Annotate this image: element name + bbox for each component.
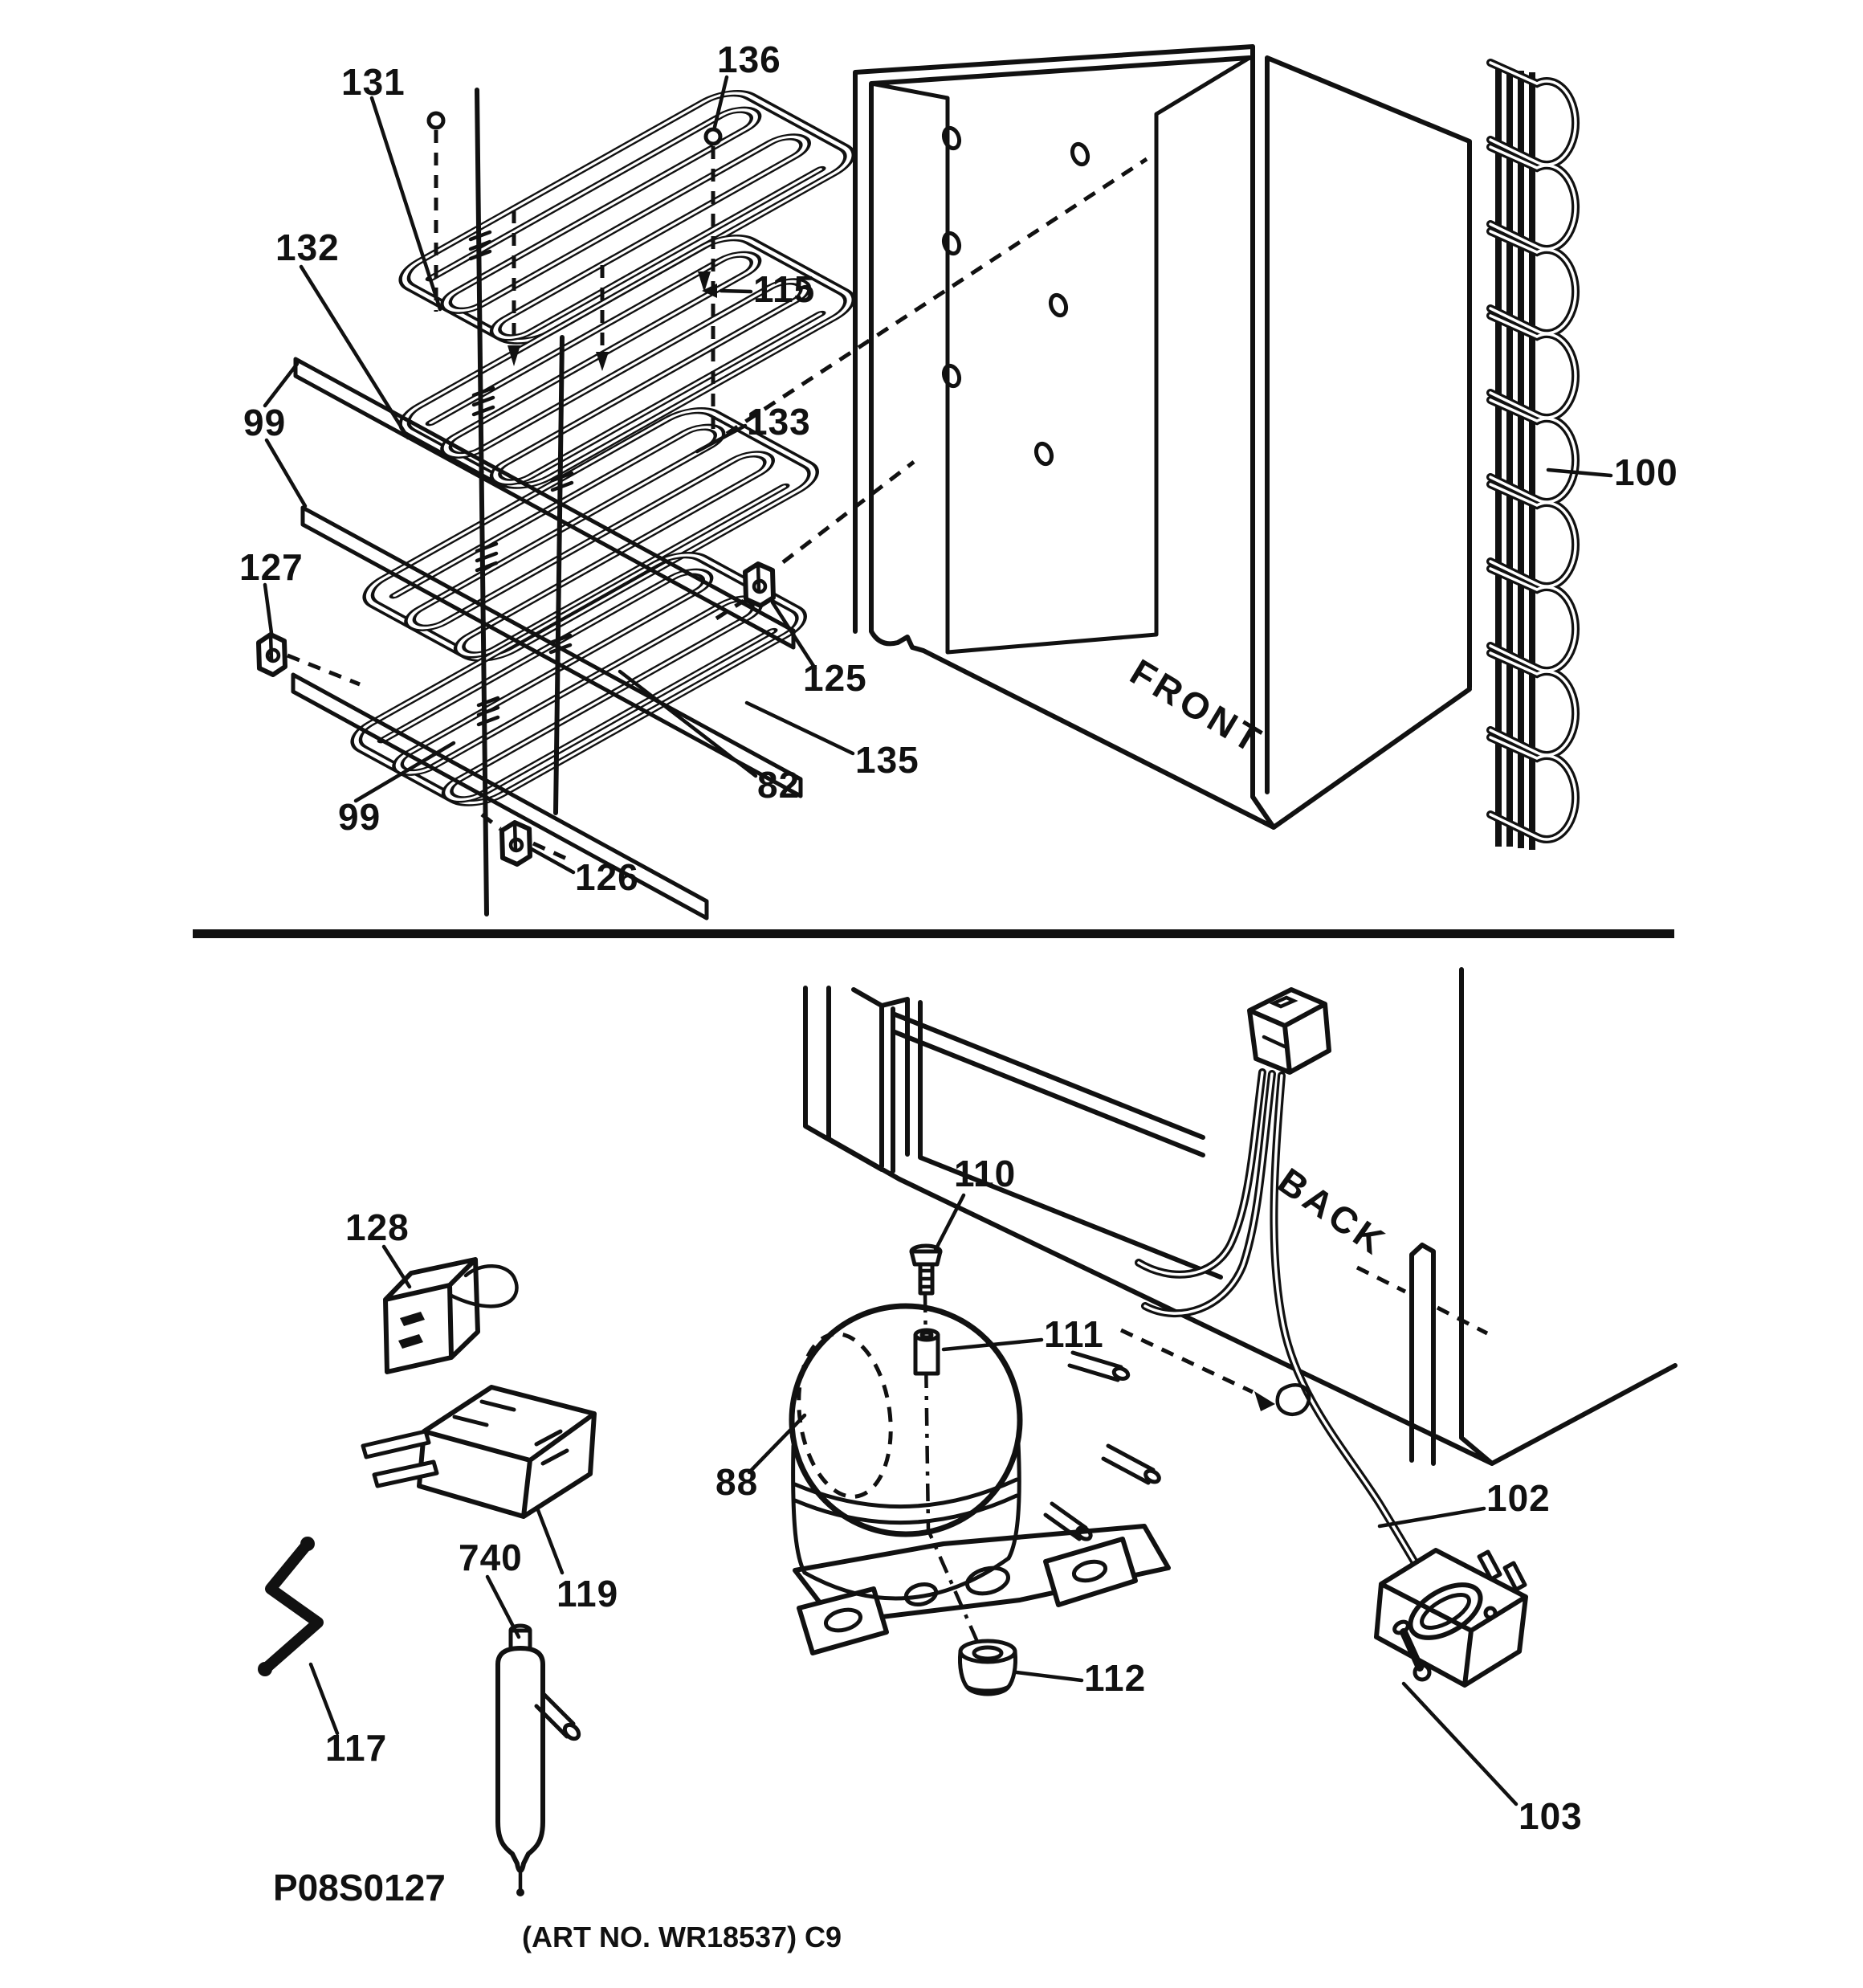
part-label-119: 119 [556, 1573, 619, 1614]
art-number-text: (ART NO. WR18537) C9 [522, 1921, 842, 1953]
part-label-88: 88 [715, 1461, 759, 1503]
freezer-cabinet-front [727, 47, 1470, 827]
part-label-125: 125 [803, 657, 867, 699]
part-label-126: 126 [575, 856, 639, 898]
cabinet-interior-lines [871, 58, 1249, 652]
back-orientation-label: BACK [1270, 1159, 1396, 1264]
ground-wire-icon [258, 1537, 318, 1676]
doc-code-text: P08S0127 [273, 1867, 446, 1908]
part-label-82: 82 [757, 764, 801, 806]
wire-harness [1121, 990, 1526, 1685]
part-label-117: 117 [325, 1727, 388, 1769]
condenser-coil [1490, 63, 1576, 850]
callout-leader-lines [265, 77, 1611, 872]
part-label-136: 136 [717, 39, 781, 80]
evaporator-shelf-stack [344, 86, 862, 810]
power-plug-icon [1376, 1550, 1526, 1685]
part-label-103: 103 [1519, 1795, 1583, 1837]
part-label-128: 128 [345, 1206, 410, 1248]
spacer-icon [915, 1330, 938, 1374]
compressor-tube-stubs [1046, 1353, 1161, 1541]
part-label-112: 112 [1084, 1657, 1147, 1699]
overload-protector-icon [363, 1387, 594, 1517]
part-label-111: 111 [1044, 1313, 1104, 1355]
start-relay-icon [385, 1259, 516, 1372]
grommet-icon [960, 1641, 1015, 1694]
grommet-screw-136-icon [706, 129, 720, 144]
mounting-bolt-icon [911, 1246, 940, 1293]
part-label-132: 132 [275, 227, 340, 268]
bottom-section-machine-compartment [258, 970, 1675, 1896]
fasteners [429, 113, 720, 434]
part-label-133: 133 [747, 401, 811, 443]
arrowhead-icon [1254, 1391, 1275, 1411]
part-label-131: 131 [341, 61, 406, 103]
part-label-100: 100 [1614, 451, 1678, 493]
part-label-110: 110 [954, 1153, 1017, 1194]
clip-125-icon [716, 462, 914, 618]
part-label-99-lower: 99 [338, 796, 381, 838]
cabinet-screw-holes [941, 126, 1090, 467]
front-orientation-label: FRONT [1123, 650, 1271, 763]
compressor-dome [792, 1306, 1020, 1534]
part-label-740: 740 [459, 1537, 523, 1578]
part-label-135: 135 [855, 739, 919, 781]
section-divider-line [193, 929, 1674, 938]
compressor-assembly [789, 1246, 1168, 1694]
part-label-115: 115 [753, 268, 816, 310]
screw-head-icon [429, 113, 443, 128]
part-label-102: 102 [1486, 1477, 1551, 1519]
part-label-99-upper: 99 [243, 402, 287, 443]
filter-drier-icon [498, 1626, 581, 1896]
screw-tip-icon [596, 352, 609, 371]
clip-127-icon [259, 635, 360, 684]
wire-hook-icon [1278, 1385, 1309, 1414]
top-section-unit-parts [239, 39, 1678, 918]
part-label-127: 127 [239, 546, 304, 588]
